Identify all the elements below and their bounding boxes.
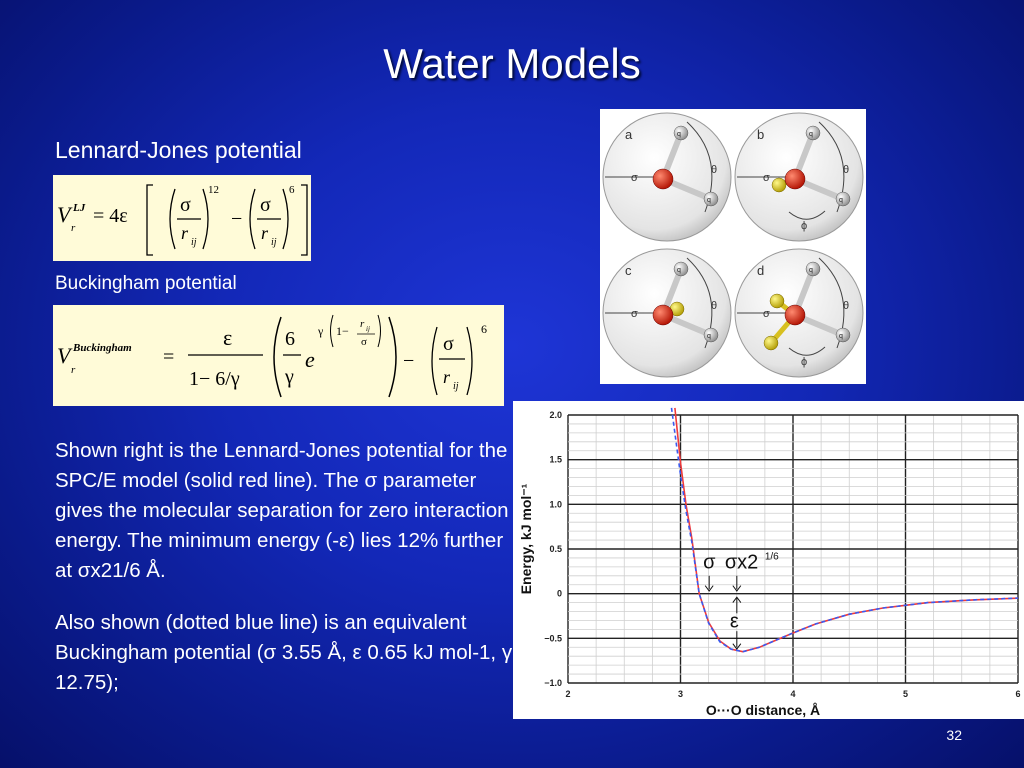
y-tick-label: −0.5	[544, 633, 562, 644]
epsilon-annotation: ε	[729, 610, 739, 633]
x-tick-label: 5	[902, 689, 909, 699]
lone-pair-charge	[772, 178, 786, 192]
sigma-label: σ	[763, 308, 770, 320]
buckingham-equation	[53, 305, 504, 406]
charge-label: q	[809, 267, 813, 274]
svg-text:r: r	[261, 223, 269, 243]
y-tick-label: 0	[556, 588, 562, 599]
svg-text:ij: ij	[191, 237, 197, 248]
svg-text:γ: γ	[285, 366, 294, 388]
svg-text:V: V	[57, 343, 71, 368]
sigma-label: σ	[631, 308, 638, 320]
svg-text:ε: ε	[223, 325, 233, 350]
svg-text:σ: σ	[361, 336, 367, 348]
svg-text:6: 6	[285, 328, 295, 350]
lennard-jones-series-line	[675, 408, 1018, 652]
theta-label: θ	[843, 164, 850, 176]
svg-text:e: e	[305, 347, 315, 372]
x-tick-label: 3	[677, 689, 684, 699]
description-paragraph-1: Shown right is the Lennard-Jones potential for the SPC/E model (solid red line). The σ parameter gives the molecular separation for zero interaction energy. The minimum energy (-ε) lies 12% further at σx21/6 Å.	[55, 439, 509, 582]
svg-text:1−: 1−	[336, 324, 349, 338]
potential-chart	[513, 401, 1024, 719]
sigma-label: σ	[631, 172, 638, 184]
x-tick-label: 4	[790, 689, 796, 699]
sigma-label: σ	[763, 172, 770, 184]
svg-text:σ: σ	[180, 194, 191, 216]
svg-text:=: =	[163, 346, 175, 368]
svg-text:−: −	[231, 208, 243, 230]
svg-text:−: −	[403, 350, 415, 372]
sigma-min-annotation: σx2	[724, 551, 759, 574]
svg-text:6: 6	[481, 322, 487, 336]
model-panel-label: d	[757, 263, 765, 278]
svg-text:ij: ij	[453, 381, 459, 392]
charge-label: q	[707, 197, 711, 204]
svg-text:r: r	[360, 318, 365, 330]
y-tick-label: 0.5	[549, 544, 562, 554]
svg-text:σ: σ	[443, 333, 454, 355]
slide-title: Water Models	[383, 40, 641, 87]
oxygen-atom	[785, 305, 805, 325]
lone-pair-charge	[764, 336, 778, 350]
water-models-figure	[600, 109, 866, 384]
charge-label: q	[677, 131, 681, 138]
svg-text:1− 6/γ: 1− 6/γ	[189, 368, 240, 390]
model-panel-d	[735, 249, 863, 377]
y-tick-label: 2.0	[549, 410, 562, 420]
oxygen-atom	[785, 169, 805, 189]
model-panel-label: a	[625, 127, 633, 142]
y-axis-label: Energy, kJ mol⁻¹	[518, 483, 534, 595]
phi-label: ϕ	[801, 220, 808, 232]
charge-label: q	[677, 267, 681, 274]
oxygen-atom	[653, 169, 673, 189]
svg-text:ij: ij	[271, 237, 277, 248]
svg-text:r: r	[71, 222, 76, 234]
svg-text:σ: σ	[260, 194, 271, 216]
svg-text:V: V	[57, 202, 71, 227]
theta-label: θ	[711, 300, 718, 312]
lj-equation	[53, 175, 311, 261]
x-axis-label: O···O distance, Å	[705, 702, 821, 718]
svg-text:12: 12	[208, 184, 219, 196]
svg-text:r: r	[181, 223, 189, 243]
sigma-min-exponent: 1/6	[764, 551, 779, 563]
y-tick-label: 1.0	[549, 499, 562, 510]
svg-text:= 4ε: = 4ε	[93, 205, 128, 227]
svg-text:γ: γ	[318, 324, 324, 338]
model-panel-label: c	[625, 263, 632, 278]
charge-label: q	[839, 197, 843, 204]
y-tick-label: −1.0	[544, 678, 562, 688]
model-panel-b	[735, 113, 863, 241]
svg-text:r: r	[443, 367, 451, 387]
model-panel-label: b	[757, 127, 765, 142]
y-tick-label: 1.5	[549, 454, 562, 465]
x-tick-label: 6	[1015, 689, 1021, 699]
svg-text:ij: ij	[366, 325, 370, 333]
oxygen-atom	[653, 305, 673, 325]
description-paragraph-2: Also shown (dotted blue line) is an equivalent Buckingham potential (σ 3.55 Å, ε 0.65 kJ mol-1, γ 12.75);	[55, 611, 513, 694]
theta-label: θ	[843, 300, 850, 312]
charge-label: q	[809, 131, 813, 138]
description-text	[55, 436, 515, 720]
buckingham-heading: Buckingham potential	[55, 273, 237, 294]
svg-text:r: r	[71, 364, 76, 376]
lone-pair-charge	[770, 294, 784, 308]
x-tick-label: 2	[565, 689, 571, 699]
theta-label: θ	[711, 164, 718, 176]
charge-label: q	[839, 333, 843, 340]
buckingham-series-line	[672, 408, 1019, 652]
page-number: 32	[946, 727, 962, 743]
model-panel-c	[603, 249, 731, 377]
svg-text:LJ: LJ	[73, 202, 86, 214]
svg-text:6: 6	[289, 184, 295, 196]
sigma-annotation: σ	[703, 551, 716, 574]
lj-heading: Lennard-Jones potential	[55, 137, 302, 163]
chart-grid	[568, 415, 1018, 683]
svg-text:Buckingham: Buckingham	[73, 342, 132, 354]
model-panel-a	[603, 113, 731, 241]
phi-label: ϕ	[801, 356, 808, 368]
charge-label: q	[707, 333, 711, 340]
